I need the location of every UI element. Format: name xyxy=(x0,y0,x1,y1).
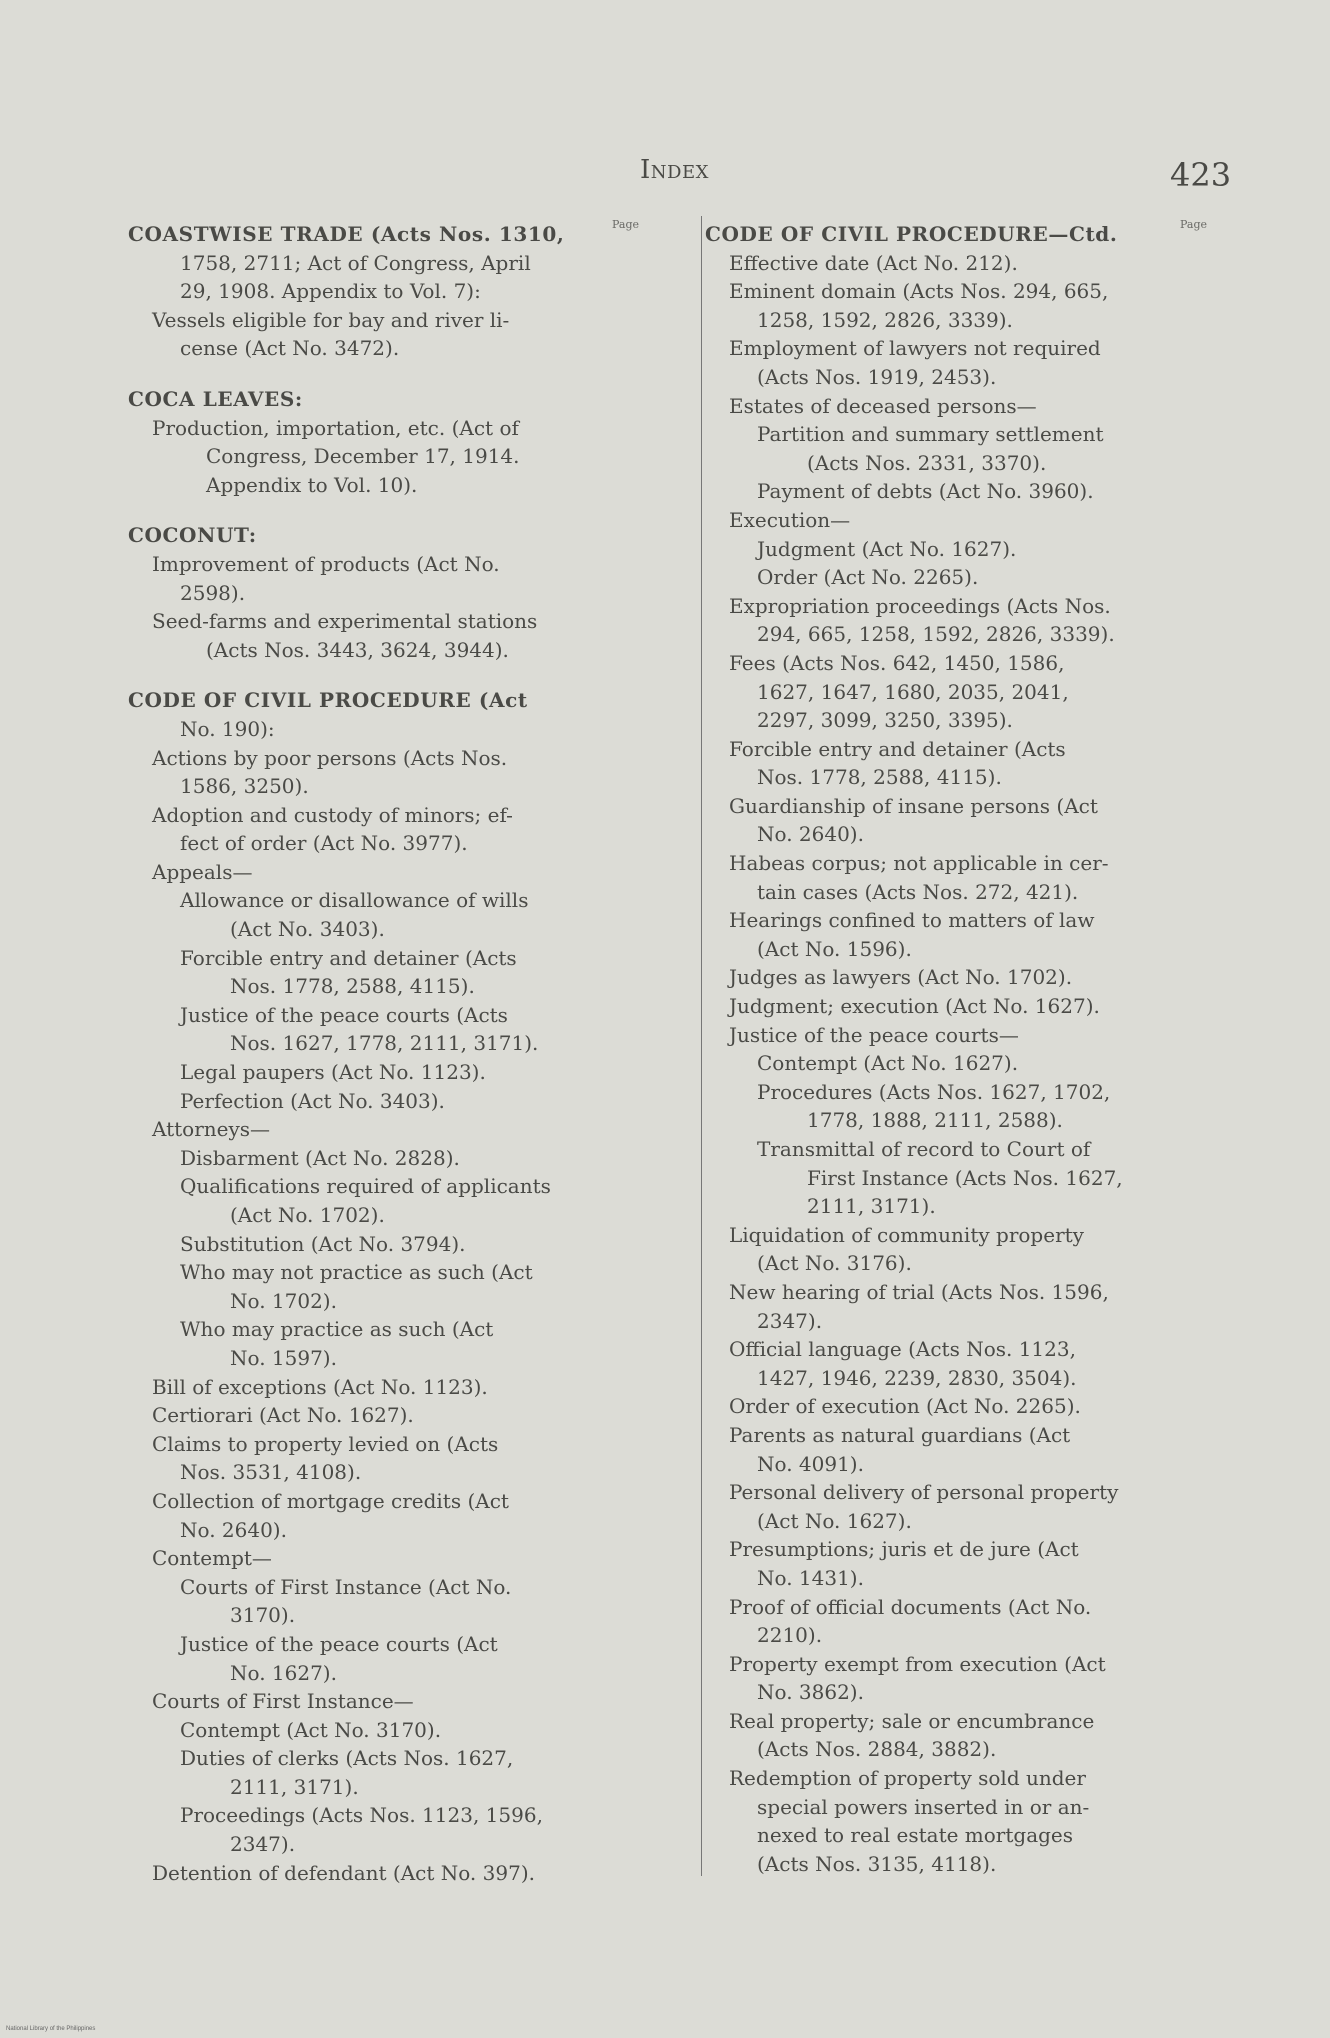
index-entry-line: 1427, 1946, 2239, 2830, 3504). xyxy=(757,1365,1077,1390)
index-entry-line: Nos. 1778, 2588, 4115). xyxy=(757,765,1002,790)
index-entry-line: Eminent domain (Acts Nos. 294, 665, xyxy=(729,279,1109,304)
index-entry-line: (Acts Nos. 1919, 2453). xyxy=(757,364,997,389)
index-entry-line: No. 190): xyxy=(180,716,275,741)
index-entry-line: Order of execution (Act No. 2265). xyxy=(729,1394,1081,1419)
index-entry-line: Bill of exceptions (Act No. 1123). xyxy=(152,1374,488,1399)
index-entry-line: Official language (Acts Nos. 1123, xyxy=(729,1337,1076,1362)
index-column-left xyxy=(128,220,598,1887)
index-entry-line: Courts of First Instance (Act No. xyxy=(180,1574,512,1599)
index-entry-line: Vessels eligible for bay and river li- xyxy=(152,307,510,332)
index-entry-line: fect of order (Act No. 3977). xyxy=(180,831,468,856)
index-entry-line: Procedures (Acts Nos. 1627, 1702, xyxy=(757,1079,1111,1104)
index-entry-line: Proof of official documents (Act No. xyxy=(729,1594,1092,1619)
index-entry-line: Effective date (Act No. 212). xyxy=(729,250,1018,275)
index-entry-line: 29, 1908. Appendix to Vol. 7): xyxy=(180,279,481,304)
index-entry-line: Qualifications required of applicants xyxy=(180,1174,551,1199)
index-entry-line: Real property; sale or encumbrance xyxy=(729,1708,1095,1733)
index-entry-line: COASTWISE TRADE (Acts Nos. 1310, xyxy=(128,222,565,246)
index-entry-line: Perfection (Act No. 3403). xyxy=(180,1088,445,1113)
index-entry-line: Order (Act No. 2265). xyxy=(757,565,979,590)
index-entry-line: Personal delivery of personal property xyxy=(729,1480,1119,1505)
page-column-label-left: Page xyxy=(612,218,640,231)
index-entry-line: Justice of the peace courts— xyxy=(729,1022,1019,1047)
index-entry-line: Duties of clerks (Acts Nos. 1627, xyxy=(180,1746,514,1771)
index-entry-line: 1627, 1647, 1680, 2035, 2041, xyxy=(757,679,1069,704)
index-entry-line: No. 3862). xyxy=(757,1680,864,1705)
index-entry-line: Judgment; execution (Act No. 1627). xyxy=(729,994,1100,1019)
index-entry-line: Forcible entry and detainer (Acts xyxy=(180,945,517,970)
index-entry-line: (Acts Nos. 3135, 4118). xyxy=(757,1851,997,1876)
index-entry-line: 294, 665, 1258, 1592, 2826, 3339). xyxy=(757,622,1115,647)
index-entry-line: (Act No. 1596). xyxy=(757,936,912,961)
index-entry-line: No. 1702). xyxy=(230,1288,337,1313)
index-entry-line: 2347). xyxy=(230,1832,296,1857)
page-header-title: Index xyxy=(640,155,709,185)
index-entry-line: Property exempt from execution (Act xyxy=(729,1651,1106,1676)
index-entry-line: No. 1597). xyxy=(230,1345,337,1370)
index-entry-line: Adoption and custody of minors; ef- xyxy=(152,802,513,827)
index-entry-line: New hearing of trial (Acts Nos. 1596, xyxy=(729,1279,1109,1304)
index-entry-line: special powers inserted in or an- xyxy=(757,1794,1090,1819)
index-entry-line: Execution— xyxy=(729,507,851,532)
index-entry-line: Attorneys— xyxy=(152,1117,271,1142)
index-entry-line: 1586, 3250). xyxy=(180,774,309,799)
index-entry-line: (Acts Nos. 2331, 3370). xyxy=(807,450,1047,475)
index-entry-line: Expropriation proceedings (Acts Nos. xyxy=(729,593,1111,618)
index-entry-line: Appeals— xyxy=(152,859,253,884)
index-entry-line: No. 2640). xyxy=(757,822,864,847)
index-entry-line: (Act No. 1627). xyxy=(757,1508,912,1533)
index-entry-line: Collection of mortgage credits (Act xyxy=(152,1488,509,1513)
index-entry-line: (Act No. 1702). xyxy=(230,1203,385,1227)
index-entry-line: Certiorari (Act No. 1627). xyxy=(152,1403,414,1428)
index-entry-line: Allowance or disallowance of wills xyxy=(180,888,529,913)
index-entry-line: COCONUT: xyxy=(128,523,257,548)
index-entry-line: (Acts Nos. 2884, 3882). xyxy=(757,1737,997,1762)
index-entry-line: Substitution (Act No. 3794). xyxy=(180,1231,466,1256)
index-entry-line: Liquidation of community property xyxy=(729,1222,1084,1247)
index-entry-line: COCA LEAVES: xyxy=(128,386,303,411)
index-entry-line: No. 1627). xyxy=(230,1660,337,1685)
index-entry-line: Contempt (Act No. 3170). xyxy=(180,1717,442,1742)
index-entry-line: 2111, 3171). xyxy=(230,1774,359,1799)
index-entry-line: Judges as lawyers (Act No. 1702). xyxy=(729,965,1073,990)
index-entry-line: 3170). xyxy=(230,1603,296,1628)
index-entry-line: Employment of lawyers not required xyxy=(729,336,1101,361)
column-divider xyxy=(701,216,702,1876)
index-entry-line: Presumptions; juris et de jure (Act xyxy=(729,1537,1079,1562)
index-entry-line: (Act No. 3403). xyxy=(230,917,385,942)
index-entry-line: Actions by poor persons (Acts Nos. xyxy=(152,745,508,770)
index-entry-line: Guardianship of insane persons (Act xyxy=(729,793,1098,818)
index-entry-line: Payment of debts (Act No. 3960). xyxy=(757,479,1094,504)
index-entry-line: 2297, 3099, 3250, 3395). xyxy=(757,708,1013,733)
index-entry-line: CODE OF CIVIL PROCEDURE—Ctd. xyxy=(705,222,1118,246)
index-entry-line: Who may not practice as such (Act xyxy=(180,1260,533,1285)
index-entry-line: Disbarment (Act No. 2828). xyxy=(180,1145,460,1170)
index-entry-line: Courts of First Instance— xyxy=(152,1689,414,1714)
index-entry-line: cense (Act No. 3472). xyxy=(180,336,400,361)
index-entry-line: Transmittal of record to Court of xyxy=(757,1137,1091,1161)
index-entry-line: Seed-farms and experimental stations xyxy=(152,609,538,634)
index-entry-line: tain cases (Acts Nos. 272, 421). xyxy=(757,879,1079,904)
index-entry-line: Appendix to Vol. 10). xyxy=(206,472,418,497)
index-entry-line: Nos. 3531, 4108). xyxy=(180,1460,362,1485)
index-entry-line: Production, importation, etc. (Act of xyxy=(152,415,519,440)
index-entry-line: Estates of deceased persons— xyxy=(729,393,1037,418)
index-entry-line: 1778, 1888, 2111, 2588). xyxy=(807,1108,1063,1133)
index-entry-line: Hearings confined to matters of law xyxy=(729,908,1095,933)
index-entry-line: 2210). xyxy=(757,1623,823,1648)
index-entry-line: Improvement of products (Act No. xyxy=(152,551,500,576)
index-entry-line: Contempt— xyxy=(152,1546,272,1571)
index-entry-line: 2598). xyxy=(180,580,246,605)
index-entry-line: Legal paupers (Act No. 1123). xyxy=(180,1060,486,1085)
index-entry-line: Nos. 1627, 1778, 2111, 3171). xyxy=(230,1031,539,1056)
index-entry-line: No. 1431). xyxy=(757,1565,864,1590)
index-entry-line: No. 2640). xyxy=(180,1517,287,1542)
index-entry-line: 1758, 2711; Act of Congress, April xyxy=(180,250,531,275)
index-entry-line: Congress, December 17, 1914. xyxy=(206,444,520,469)
index-entry-line: Nos. 1778, 2588, 4115). xyxy=(230,974,475,999)
index-entry-line: nexed to real estate mortgages xyxy=(757,1823,1074,1848)
index-column-right xyxy=(705,220,1175,1878)
index-entry-line: First Instance (Acts Nos. 1627, xyxy=(807,1165,1123,1190)
footer-credit: National Library of the Philippines xyxy=(6,2026,96,2032)
index-entry-line: Parents as natural guardians (Act xyxy=(729,1422,1071,1447)
index-entry-line: No. 4091). xyxy=(757,1451,864,1476)
index-entry-line: 2111, 3171). xyxy=(807,1194,936,1219)
index-entry-line: Judgment (Act No. 1627). xyxy=(757,536,1017,561)
index-entry-line: Justice of the peace courts (Acts xyxy=(180,1002,508,1027)
index-entry-line: 1258, 1592, 2826, 3339). xyxy=(757,307,1013,332)
index-entry-line: Proceedings (Acts Nos. 1123, 1596, xyxy=(180,1803,543,1828)
index-entry-line: Fees (Acts Nos. 642, 1450, 1586, xyxy=(729,650,1065,675)
index-entry-line: Contempt (Act No. 1627). xyxy=(757,1051,1019,1076)
index-entry-line: CODE OF CIVIL PROCEDURE (Act xyxy=(128,688,528,713)
index-entry-line: Claims to property levied on (Acts xyxy=(152,1431,499,1456)
index-entry-line: Partition and summary settlement xyxy=(757,422,1104,447)
index-entry-line: Habeas corpus; not applicable in cer- xyxy=(729,851,1109,876)
index-entry-line: Justice of the peace courts (Act xyxy=(180,1631,498,1656)
page-number: 423 xyxy=(1170,156,1232,194)
index-entry-line: 2347). xyxy=(757,1308,823,1333)
index-entry-line: (Act No. 3176). xyxy=(757,1251,912,1276)
index-entry-line: Redemption of property sold under xyxy=(729,1766,1086,1791)
index-entry-line: Who may practice as such (Act xyxy=(180,1317,494,1342)
page-column-label-right: Page xyxy=(1180,218,1208,231)
index-entry-line: Detention of defendant (Act No. 397). xyxy=(152,1860,535,1885)
index-entry-line: Forcible entry and detainer (Acts xyxy=(729,736,1066,761)
index-entry-line: (Acts Nos. 3443, 3624, 3944). xyxy=(206,637,509,662)
